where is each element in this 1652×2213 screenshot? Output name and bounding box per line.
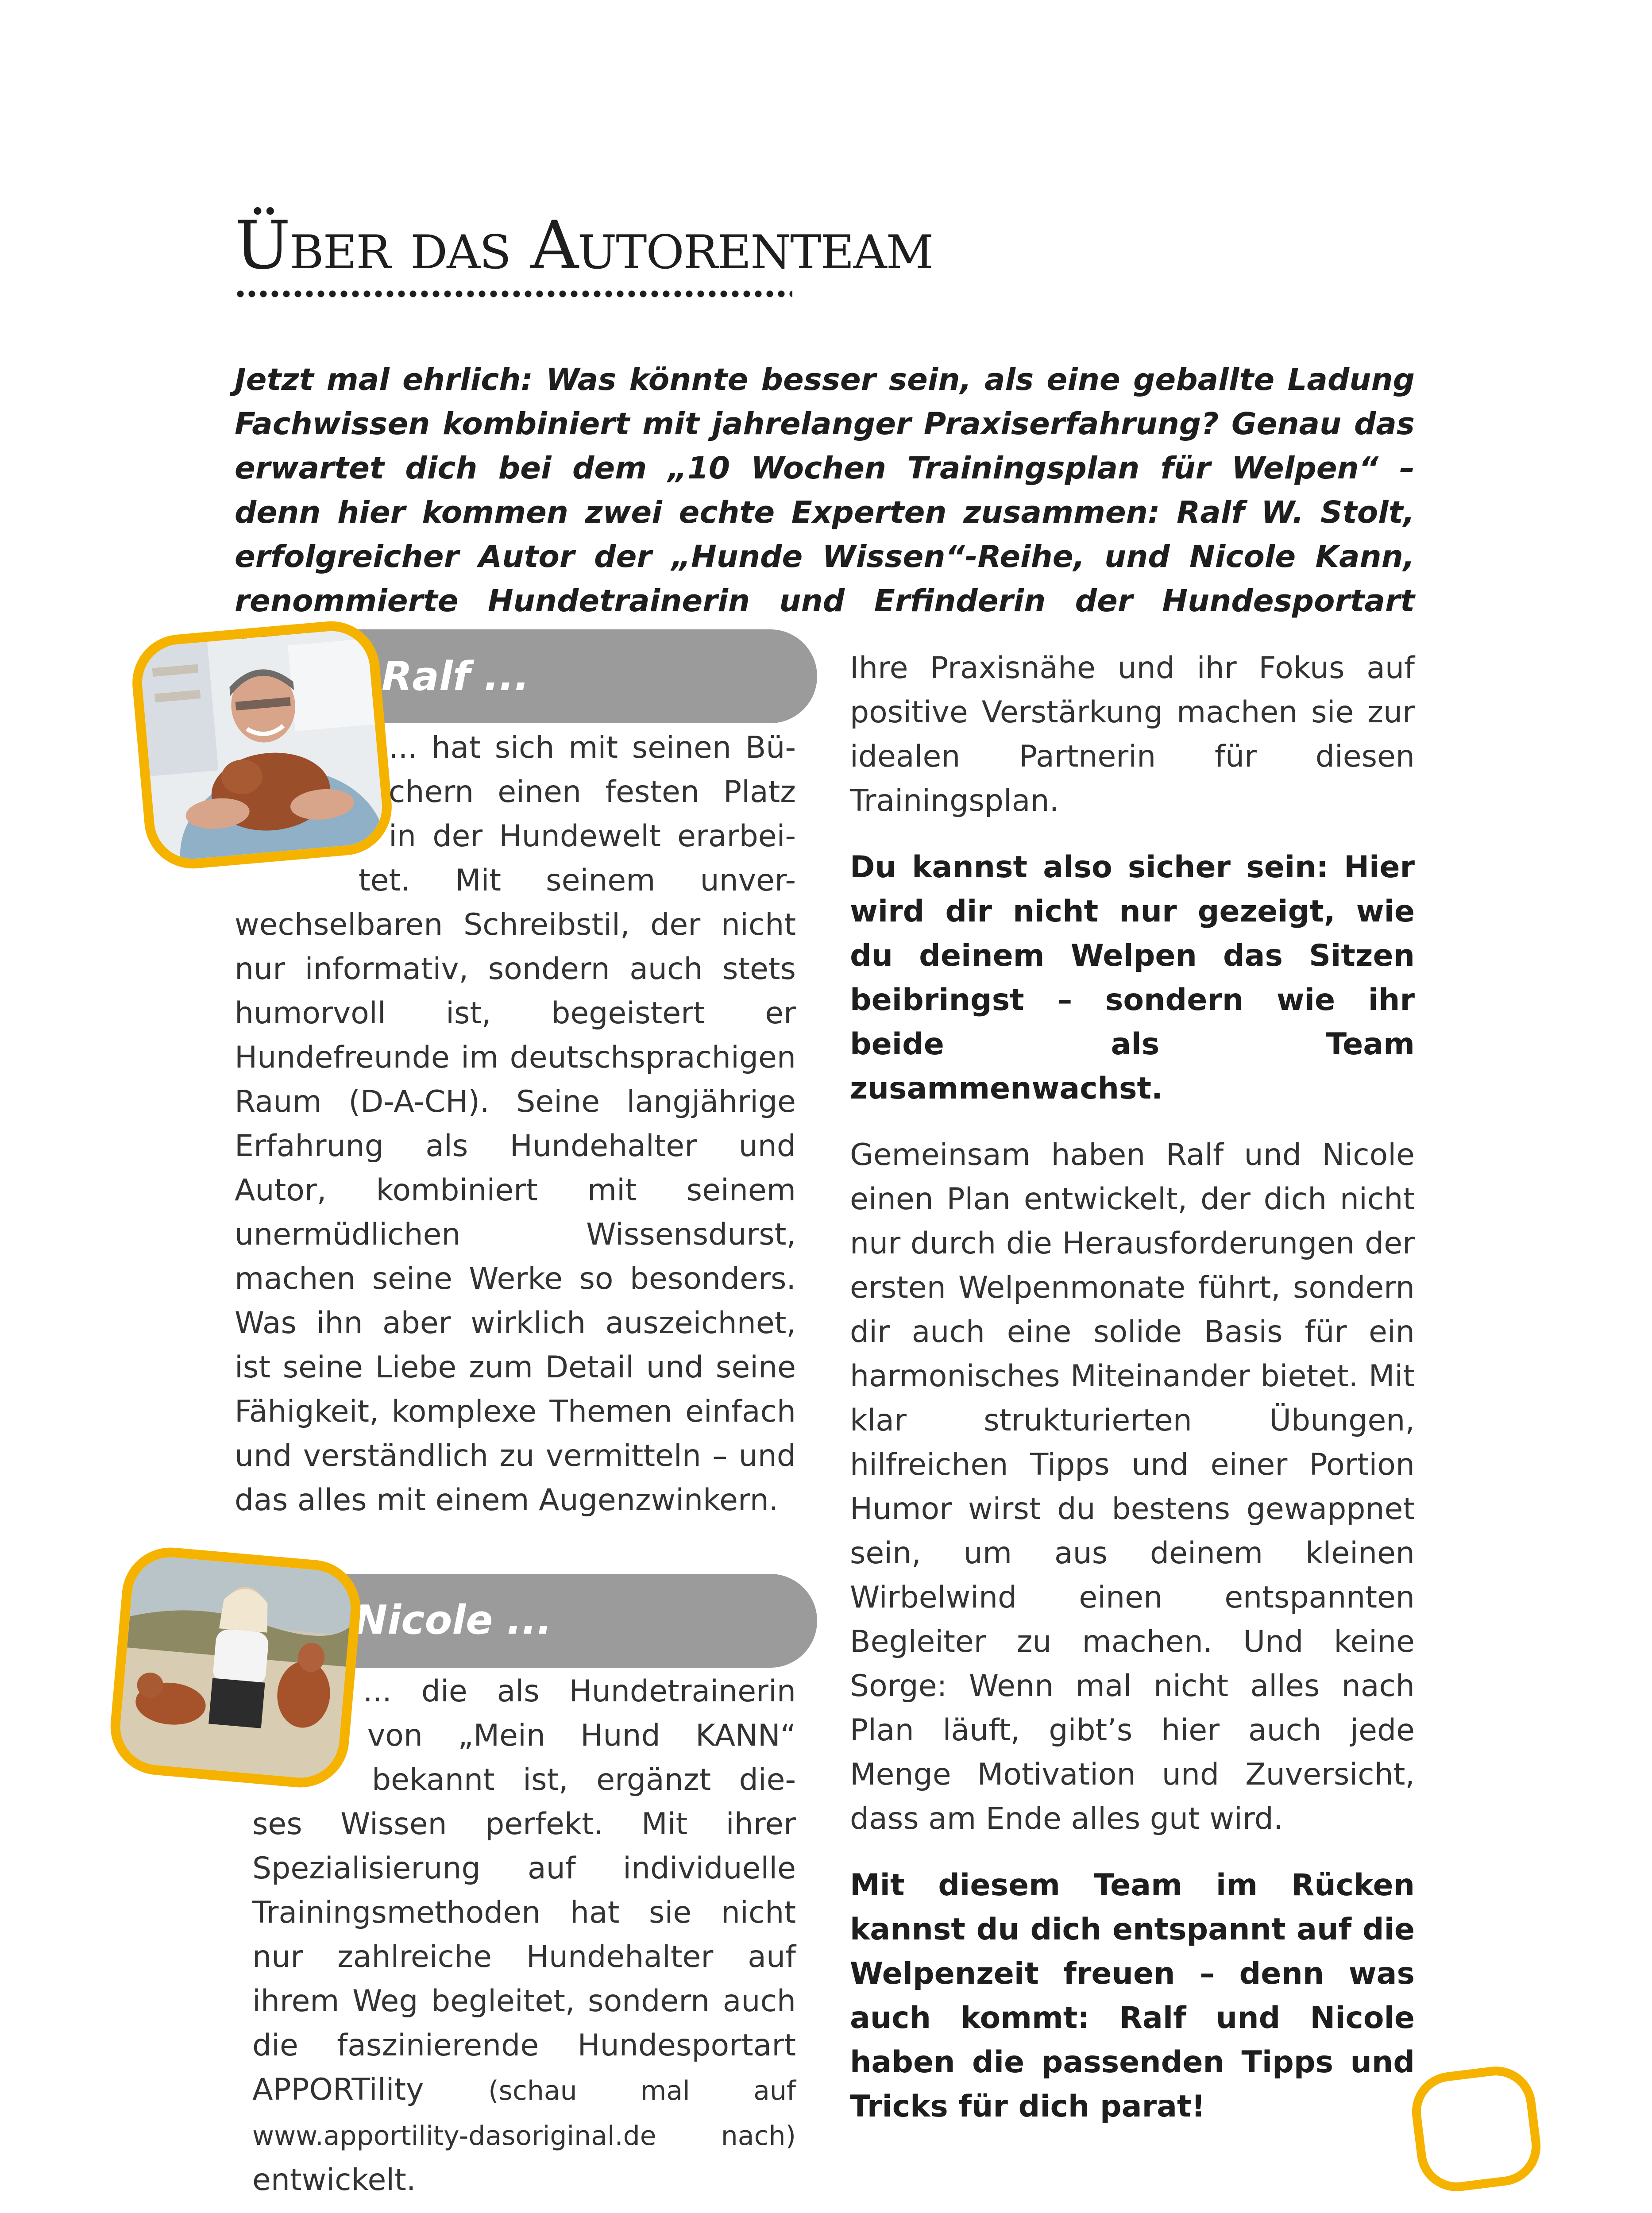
nicole-second-line: von „Mein Hund KANN“	[367, 1718, 796, 1753]
right-paragraph-3: Gemeinsam haben Ralf und Nicole einen Plan entwickelt, der dich nicht nur durch die Herausforderungen der ersten Welpenmonate führt, sondern dir auch eine solide Basis für ein harmonisches Miteinander bietet. Mit klar strukturierten Übungen, hilfreichen Tipps und einer Portion Humor wirst du bestens gewappnet sein, um aus deinem kleinen Wirbelwind einen entspannten Begleiter zu machen. Und keine Sorge: Wenn mal nicht alles nach Plan läuft, gibt’s hier auch jede Menge Motivation und Zuversicht, dass am Ende alles gut wird.	[850, 1137, 1415, 1836]
nicole-name: Nicole ...	[354, 1597, 552, 1643]
ralf-first-line: ... hat sich mit seinen Bü-	[389, 730, 796, 765]
ralf-name: Ralf ...	[382, 653, 529, 700]
ralf-second-line: chern einen festen Platz	[389, 775, 796, 810]
corner-decoration	[1408, 2062, 1545, 2196]
nicole-bio-end: entwickelt.	[252, 2163, 416, 2198]
right-column	[850, 646, 1415, 2151]
ralf-text	[235, 726, 796, 1523]
ralf-third-line: in der Hundewelt erarbei-	[389, 819, 796, 854]
right-paragraph-4-bold: Mit diesem Team im Rücken kannst du dich entspannt auf die Welpenzeit freuen – denn was auch kommt: Ralf und Nicole haben die passenden Tipps und Tricks für dich parat!	[850, 1868, 1415, 2124]
nicole-first-line: ... die als Hundetrainerin	[363, 1674, 796, 1709]
right-paragraph-1: Ihre Praxisnähe und ihr Fokus auf positive Verstärkung machen sie zur idealen Partnerin für diesen Trainingsplan.	[850, 651, 1415, 818]
ralf-fourth-line: tet. Mit seinem unver-	[359, 863, 796, 898]
right-paragraph-2-bold: Du kannst also sicher sein: Hier wird dir nicht nur gezeigt, wie du deinem Welpen das Sitzen beibringst – sondern wie ihr beide als Team zusammenwachst.	[850, 850, 1415, 1106]
nicole-bio	[235, 1802, 796, 2202]
nicole-bio-main: ses Wissen perfekt. Mit ihrer Spezialisierung auf individuelle Trainingsmethoden hat sie nicht nur zahlreiche Hundehalter auf ihrem Weg begleitet, sondern auch die faszinierende Hundesportart APPORTility	[252, 1807, 796, 2107]
nicole-bio-website-note: (schau mal auf www.apportility-dasoriginal.de nach)	[252, 2075, 796, 2151]
ralf-bio: wechselbaren Schreibstil, der nicht nur informativ, sondern auch stets humorvoll ist, begeistert er Hundefreunde im deutschsprachigen Raum (D-A-CH). Seine langjährige Erfahrung als Hundehalter und Autor, kombiniert mit seinem unermüdlichen Wissensdurst, machen seine Werke so besonders. Was ihn aber wirklich auszeichnet, ist seine Liebe zum Detail und seine Fähigkeit, komplexe Themen einfach und verständlich zu vermitteln – und das alles mit einem Augenzwinkern.	[235, 907, 796, 1518]
title-dotted-underline	[235, 289, 792, 299]
page-title: Über das Autorenteam	[235, 207, 933, 284]
nicole-third-line: bekannt ist, ergänzt die-	[372, 1762, 796, 1797]
nicole-text	[235, 1669, 796, 2202]
intro-paragraph: Jetzt mal ehrlich: Was könnte besser sein, als eine geballte Ladung Fachwissen kombiniert mit jahrelanger Praxiserfahrung? Genau das erwartet dich bei dem „10 Wochen Trainingsplan für Welpen“ – denn hier kommen zwei echte Experten zusammen: Ralf W. Stolt, erfolgreicher Autor der „Hunde Wissen“-Reihe, und Nicole Kann, renommierte Hundetrainerin und Erfinderin der Hundesportart	[235, 362, 1415, 619]
